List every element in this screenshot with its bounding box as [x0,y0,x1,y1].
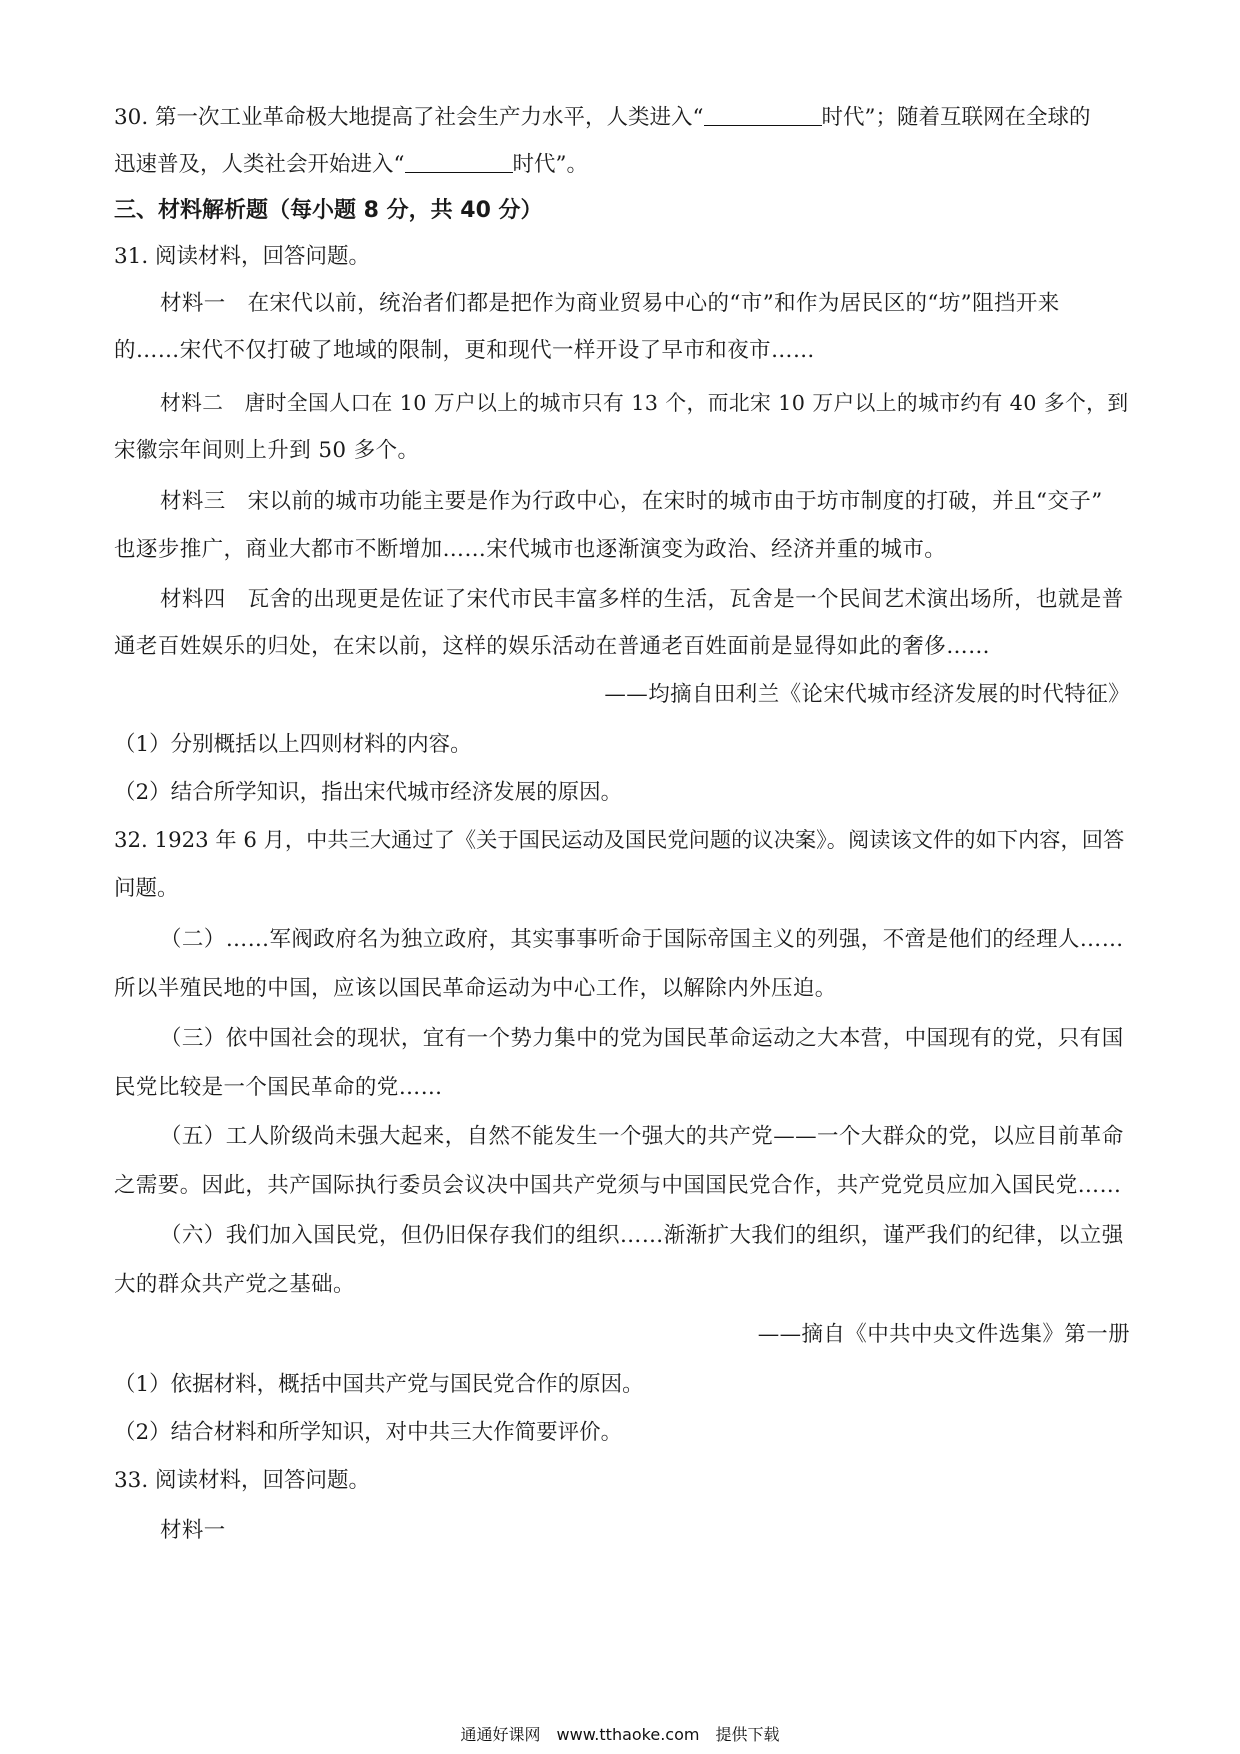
section-title: 三、材料解析题（每小题 8 分，共 40 分） [114,198,543,223]
q30-line-2 [114,150,1130,180]
q32-para-3: （三）依中国社会的现状，宜有一个势力集中的党为国民革命运动之大本营，中国现有的党，只有国 [160,1026,1124,1051]
q32-para-6-cont: 大的群众共产党之基础。 [114,1272,355,1297]
q31-stem: 31. 阅读材料，回答问题。 [114,244,371,269]
q32-para-3-cont: 民党比较是一个国民革命的党…… [114,1075,443,1100]
q31-material-2-cont: 宋徽宗年间则上升到 50 多个。 [114,438,420,463]
q32-para-5-cont: 之需要。因此，共产国际执行委员会议决中国共产党须与中国国民党合作，共产党党员应加入国民党…… [114,1173,1122,1198]
answer-blank-1[interactable] [704,103,822,126]
q31-source: ——均摘自田利兰《论宋代城市经济发展的时代特征》 [604,682,1130,707]
q33-material-1: 材料一 [160,1518,226,1543]
q30-line-1 [114,103,1130,133]
q32-para-5: （五）工人阶级尚未强大起来，自然不能发生一个强大的共产党——一个大群众的党，以应目前革命 [160,1124,1124,1149]
q31-material-3: 材料三 宋以前的城市功能主要是作为行政中心，在宋时的城市由于坊市制度的打破，并且“交子” [160,489,1103,514]
q31-material-1: 材料一 在宋代以前，统治者们都是把作为商业贸易中心的“市”和作为居民区的“坊”阻挡开来 [160,291,1060,316]
q31-subquestion-1: （1）分别概括以上四则材料的内容。 [114,732,472,757]
q31-material-4: 材料四 瓦舍的出现更是佐证了宋代市民丰富多样的生活，瓦舍是一个民间艺术演出场所，也就是普 [160,587,1124,612]
page-footer: 通通好课网 www.tthaoke.com 提供下载 [460,1725,780,1744]
q30-text: 时代”；随着互联网在全球的 [821,105,1091,130]
q32-para-6: （六）我们加入国民党，但仍旧保存我们的组织……渐渐扩大我们的组织，谨严我们的纪律，以立强 [160,1223,1124,1248]
q31-material-1-cont: 的……宋代不仅打破了地域的限制，更和现代一样开设了早市和夜市…… [114,338,815,363]
q31-material-3-cont: 也逐步推广，商业大都市不断增加……宋代城市也逐渐演变为政治、经济并重的城市。 [114,537,947,562]
q32-para-2: （二）……军阀政府名为独立政府，其实事事听命于国际帝国主义的列强，不啻是他们的经理人…… [160,927,1124,952]
answer-blank-2[interactable] [405,150,513,173]
q32-source: ——摘自《中共中央文件选集》第一册 [757,1322,1130,1347]
q30-text: 30. 第一次工业革命极大地提高了社会生产力水平，人类进入“ [114,105,704,130]
q30-text: 迅速普及，人类社会开始进入“ [114,152,405,177]
q33-stem: 33. 阅读材料，回答问题。 [114,1468,371,1493]
q32-para-2-cont: 所以半殖民地的中国，应该以国民革命运动为中心工作，以解除内外压迫。 [114,976,837,1001]
q31-material-2: 材料二 唐时全国人口在 10 万户以上的城市只有 13 个，而北宋 10 万户以上的城市约有 40 多个，到 [160,391,1129,415]
q32-stem-cont: 问题。 [114,876,179,901]
q31-material-4-cont: 通老百姓娱乐的归处，在宋以前，这样的娱乐活动在普通老百姓面前是显得如此的奢侈…… [114,634,991,659]
q31-subquestion-2: （2）结合所学知识，指出宋代城市经济发展的原因。 [114,780,623,805]
q30-text: 时代”。 [512,152,588,177]
q32-subquestion-1: （1）依据材料，概括中国共产党与国民党合作的原因。 [114,1372,644,1397]
q32-stem: 32. 1923 年 6 月，中共三大通过了《关于国民运动及国民党问题的议决案》。阅读该文件的如下内容，回答 [114,828,1125,853]
q32-subquestion-2: （2）结合材料和所学知识，对中共三大作简要评价。 [114,1420,623,1445]
